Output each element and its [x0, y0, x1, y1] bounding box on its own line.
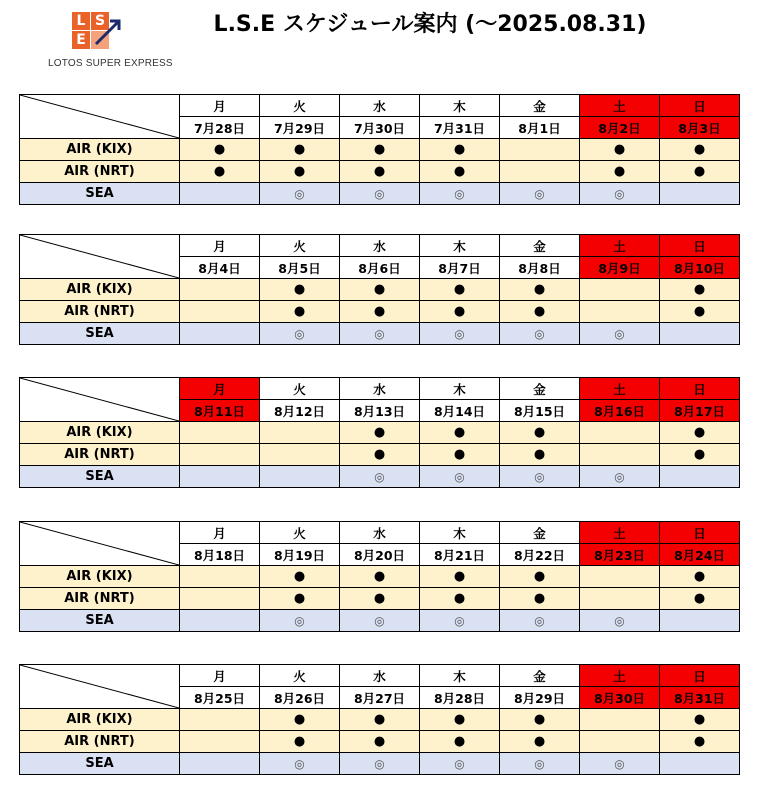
air-schedule-cell: ● [260, 731, 340, 753]
air-schedule-cell [180, 301, 260, 323]
air-kix-row [20, 279, 740, 301]
air-schedule-cell: ● [260, 709, 340, 731]
date-header: 8月16日 [580, 400, 660, 422]
air-nrt-row [20, 301, 740, 323]
sea-schedule-cell: ◎ [340, 323, 420, 345]
weekday-header: 土 [580, 378, 660, 400]
air-schedule-cell: ● [660, 566, 740, 588]
air-nrt-row [20, 444, 740, 466]
air-schedule-cell: ● [420, 566, 500, 588]
date-header: 8月3日 [660, 117, 740, 139]
date-header: 8月12日 [260, 400, 340, 422]
date-header: 8月19日 [260, 544, 340, 566]
air-schedule-cell: ● [500, 444, 580, 466]
sea-schedule-cell: ◎ [260, 610, 340, 632]
row-label-kix: AIR (KIX) [20, 566, 180, 588]
weekday-header: 月 [180, 95, 260, 117]
air-schedule-cell: ● [180, 139, 260, 161]
sea-row [20, 323, 740, 345]
air-schedule-cell [180, 731, 260, 753]
date-header: 8月21日 [420, 544, 500, 566]
weekday-header: 水 [340, 522, 420, 544]
air-schedule-cell: ● [660, 279, 740, 301]
sea-schedule-cell [660, 183, 740, 205]
air-schedule-cell: ● [260, 301, 340, 323]
sea-row [20, 610, 740, 632]
sea-schedule-cell [180, 610, 260, 632]
sea-schedule-cell: ◎ [420, 323, 500, 345]
diagonal-line [20, 95, 179, 138]
week-schedule-table [19, 94, 740, 205]
row-label-sea: SEA [20, 610, 180, 632]
corner-cell [20, 95, 180, 139]
air-schedule-cell [180, 588, 260, 610]
row-label-sea: SEA [20, 183, 180, 205]
weekday-header: 木 [420, 95, 500, 117]
weekday-header: 火 [260, 95, 340, 117]
air-schedule-cell: ● [260, 588, 340, 610]
air-schedule-cell: ● [260, 566, 340, 588]
weekday-header: 火 [260, 522, 340, 544]
sea-row [20, 753, 740, 775]
air-kix-row [20, 422, 740, 444]
date-header: 8月23日 [580, 544, 660, 566]
air-schedule-cell: ● [260, 161, 340, 183]
row-label-kix: AIR (KIX) [20, 139, 180, 161]
sea-schedule-cell [660, 753, 740, 775]
weekday-header: 木 [420, 235, 500, 257]
weekday-header: 日 [660, 95, 740, 117]
date-header: 8月10日 [660, 257, 740, 279]
weekday-header: 月 [180, 522, 260, 544]
date-header: 8月14日 [420, 400, 500, 422]
sea-schedule-cell: ◎ [260, 323, 340, 345]
air-schedule-cell: ● [660, 709, 740, 731]
logo-arrow-icon [94, 18, 122, 48]
air-schedule-cell: ● [500, 279, 580, 301]
corner-cell [20, 235, 180, 279]
date-header: 8月25日 [180, 687, 260, 709]
air-schedule-cell [580, 731, 660, 753]
air-schedule-cell [260, 422, 340, 444]
diagonal-line [20, 522, 179, 565]
sea-schedule-cell: ◎ [500, 610, 580, 632]
weekday-header: 月 [180, 235, 260, 257]
weekday-header: 水 [340, 378, 420, 400]
air-kix-row [20, 709, 740, 731]
air-schedule-cell: ● [260, 139, 340, 161]
week-schedule-table [19, 521, 740, 632]
weekday-header: 月 [180, 665, 260, 687]
date-header: 7月28日 [180, 117, 260, 139]
air-nrt-row [20, 731, 740, 753]
air-schedule-cell: ● [500, 731, 580, 753]
air-nrt-row [20, 588, 740, 610]
date-header: 8月11日 [180, 400, 260, 422]
air-schedule-cell [580, 588, 660, 610]
sea-schedule-cell: ◎ [580, 610, 660, 632]
sea-schedule-cell: ◎ [340, 183, 420, 205]
row-label-nrt: AIR (NRT) [20, 731, 180, 753]
page-title: L.S.E スケジュール案内 (～2025.08.31) [213, 12, 647, 37]
air-schedule-cell: ● [420, 139, 500, 161]
row-label-nrt: AIR (NRT) [20, 161, 180, 183]
date-header: 8月18日 [180, 544, 260, 566]
weekday-row [20, 95, 740, 117]
air-schedule-cell: ● [660, 161, 740, 183]
weekday-header: 金 [500, 95, 580, 117]
date-header: 8月31日 [660, 687, 740, 709]
weekday-header: 火 [260, 235, 340, 257]
air-schedule-cell: ● [340, 161, 420, 183]
air-schedule-cell: ● [420, 422, 500, 444]
sea-schedule-cell: ◎ [420, 183, 500, 205]
air-schedule-cell: ● [500, 566, 580, 588]
brand-name: LOTOS SUPER EXPRESS [48, 58, 173, 69]
logo-letter-s: S [91, 12, 109, 30]
sea-schedule-cell [180, 753, 260, 775]
sea-row [20, 466, 740, 488]
air-schedule-cell: ● [580, 161, 660, 183]
sea-schedule-cell: ◎ [420, 466, 500, 488]
corner-cell [20, 665, 180, 709]
date-header: 8月24日 [660, 544, 740, 566]
diagonal-line [20, 235, 179, 278]
air-schedule-cell: ● [420, 444, 500, 466]
air-schedule-cell: ● [420, 709, 500, 731]
sea-schedule-cell [660, 466, 740, 488]
weekday-header: 金 [500, 378, 580, 400]
air-schedule-cell [180, 566, 260, 588]
sea-row [20, 183, 740, 205]
air-schedule-cell: ● [580, 139, 660, 161]
sea-schedule-cell: ◎ [340, 610, 420, 632]
sea-schedule-cell: ◎ [500, 753, 580, 775]
air-schedule-cell: ● [180, 161, 260, 183]
date-header: 8月28日 [420, 687, 500, 709]
date-header: 8月1日 [500, 117, 580, 139]
air-schedule-cell: ● [340, 709, 420, 731]
sea-schedule-cell: ◎ [340, 466, 420, 488]
weekday-header: 火 [260, 665, 340, 687]
air-schedule-cell [580, 301, 660, 323]
air-schedule-cell: ● [660, 422, 740, 444]
weekday-header: 木 [420, 665, 500, 687]
air-schedule-cell: ● [500, 709, 580, 731]
date-header: 8月15日 [500, 400, 580, 422]
air-schedule-cell: ● [420, 731, 500, 753]
air-schedule-cell: ● [340, 139, 420, 161]
sea-schedule-cell: ◎ [580, 183, 660, 205]
air-schedule-cell [580, 709, 660, 731]
air-schedule-cell [500, 161, 580, 183]
air-schedule-cell [500, 139, 580, 161]
weekday-header: 木 [420, 522, 500, 544]
air-schedule-cell: ● [660, 731, 740, 753]
weekday-header: 金 [500, 522, 580, 544]
date-header: 8月30日 [580, 687, 660, 709]
weekday-header: 金 [500, 235, 580, 257]
sea-schedule-cell: ◎ [580, 753, 660, 775]
date-header: 8月29日 [500, 687, 580, 709]
row-label-sea: SEA [20, 466, 180, 488]
date-header: 7月29日 [260, 117, 340, 139]
row-label-sea: SEA [20, 753, 180, 775]
date-header: 8月2日 [580, 117, 660, 139]
sea-schedule-cell [180, 183, 260, 205]
air-schedule-cell [580, 422, 660, 444]
date-header: 7月31日 [420, 117, 500, 139]
weekday-header: 日 [660, 665, 740, 687]
air-schedule-cell [580, 444, 660, 466]
air-schedule-cell: ● [420, 301, 500, 323]
date-header: 8月8日 [500, 257, 580, 279]
week-schedule-table [19, 234, 740, 345]
air-schedule-cell: ● [660, 588, 740, 610]
air-schedule-cell: ● [420, 588, 500, 610]
date-header: 8月4日 [180, 257, 260, 279]
air-schedule-cell: ● [340, 566, 420, 588]
row-label-nrt: AIR (NRT) [20, 588, 180, 610]
air-schedule-cell [180, 422, 260, 444]
row-label-nrt: AIR (NRT) [20, 444, 180, 466]
diagonal-line [20, 665, 179, 708]
air-schedule-cell: ● [340, 422, 420, 444]
sea-schedule-cell [180, 466, 260, 488]
weekday-header: 日 [660, 235, 740, 257]
sea-schedule-cell: ◎ [580, 323, 660, 345]
date-header: 8月5日 [260, 257, 340, 279]
air-schedule-cell: ● [420, 161, 500, 183]
sea-schedule-cell [660, 610, 740, 632]
weekday-header: 土 [580, 522, 660, 544]
air-schedule-cell: ● [260, 279, 340, 301]
air-kix-row [20, 139, 740, 161]
row-label-kix: AIR (KIX) [20, 279, 180, 301]
weekday-header: 火 [260, 378, 340, 400]
week-schedule-table [19, 377, 740, 488]
weekday-row [20, 378, 740, 400]
date-header: 8月6日 [340, 257, 420, 279]
weekday-header: 日 [660, 378, 740, 400]
date-header: 8月13日 [340, 400, 420, 422]
logo-letter-l: L [72, 12, 90, 30]
sea-schedule-cell: ◎ [340, 753, 420, 775]
air-schedule-cell [580, 566, 660, 588]
sea-schedule-cell [180, 323, 260, 345]
weekday-header: 土 [580, 95, 660, 117]
air-schedule-cell [260, 444, 340, 466]
logo-mark [72, 12, 112, 54]
sea-schedule-cell: ◎ [500, 466, 580, 488]
sea-schedule-cell: ◎ [500, 183, 580, 205]
weekday-header: 土 [580, 665, 660, 687]
sea-schedule-cell: ◎ [260, 753, 340, 775]
weekday-header: 木 [420, 378, 500, 400]
air-schedule-cell [180, 279, 260, 301]
sea-schedule-cell [260, 466, 340, 488]
air-schedule-cell: ● [420, 279, 500, 301]
date-header: 8月20日 [340, 544, 420, 566]
weekday-row [20, 235, 740, 257]
weekday-row [20, 522, 740, 544]
air-schedule-cell: ● [340, 279, 420, 301]
air-schedule-cell [180, 444, 260, 466]
logo-letter-e: E [72, 31, 90, 49]
weekday-header: 水 [340, 95, 420, 117]
diagonal-line [20, 378, 179, 421]
date-header: 8月22日 [500, 544, 580, 566]
weekday-row [20, 665, 740, 687]
air-schedule-cell [580, 279, 660, 301]
air-schedule-cell: ● [340, 444, 420, 466]
sea-schedule-cell: ◎ [580, 466, 660, 488]
sea-schedule-cell: ◎ [500, 323, 580, 345]
sea-schedule-cell: ◎ [260, 183, 340, 205]
weekday-header: 水 [340, 665, 420, 687]
company-logo [46, 12, 173, 72]
air-nrt-row [20, 161, 740, 183]
air-schedule-cell: ● [340, 301, 420, 323]
row-label-sea: SEA [20, 323, 180, 345]
weekday-header: 日 [660, 522, 740, 544]
air-schedule-cell: ● [660, 444, 740, 466]
row-label-nrt: AIR (NRT) [20, 301, 180, 323]
weekday-header: 月 [180, 378, 260, 400]
row-label-kix: AIR (KIX) [20, 709, 180, 731]
date-header: 8月27日 [340, 687, 420, 709]
date-header: 8月9日 [580, 257, 660, 279]
air-schedule-cell: ● [500, 422, 580, 444]
sea-schedule-cell: ◎ [420, 753, 500, 775]
weekday-header: 金 [500, 665, 580, 687]
air-schedule-cell [180, 709, 260, 731]
date-header: 8月26日 [260, 687, 340, 709]
sea-schedule-cell [660, 323, 740, 345]
week-schedule-table [19, 664, 740, 775]
air-schedule-cell: ● [500, 588, 580, 610]
weekday-header: 土 [580, 235, 660, 257]
corner-cell [20, 522, 180, 566]
air-schedule-cell: ● [340, 588, 420, 610]
corner-cell [20, 378, 180, 422]
air-schedule-cell: ● [500, 301, 580, 323]
date-header: 8月7日 [420, 257, 500, 279]
air-schedule-cell: ● [660, 301, 740, 323]
air-schedule-cell: ● [660, 139, 740, 161]
air-kix-row [20, 566, 740, 588]
row-label-kix: AIR (KIX) [20, 422, 180, 444]
date-header: 7月30日 [340, 117, 420, 139]
weekday-header: 水 [340, 235, 420, 257]
date-header: 8月17日 [660, 400, 740, 422]
air-schedule-cell: ● [340, 731, 420, 753]
sea-schedule-cell: ◎ [420, 610, 500, 632]
